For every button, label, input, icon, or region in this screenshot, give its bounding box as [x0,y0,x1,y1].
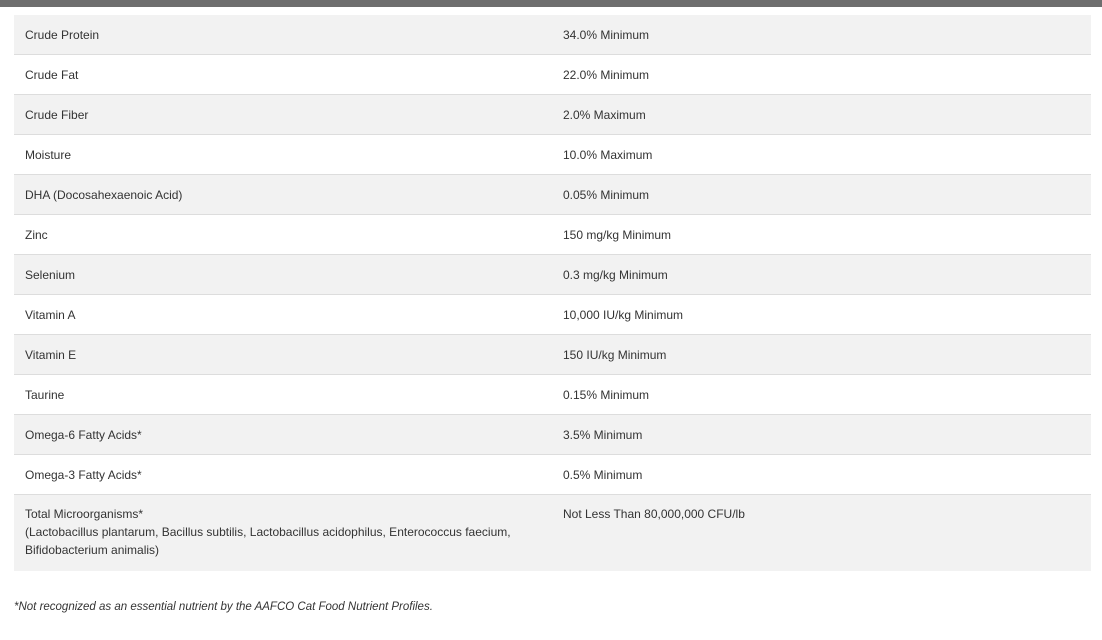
nutrient-name: Crude Fat [25,68,79,82]
table-row [14,295,1091,335]
nutrient-name-cell [14,495,553,571]
nutrient-name: Moisture [25,148,72,162]
nutrient-value: 0.5% Minimum [563,468,643,482]
nutrient-name-detail: (Lactobacillus plantarum, Bacillus subtilis, Lactobacillus acidophilus, Enterococcus faecium, [25,525,511,539]
nutrient-value: 0.05% Minimum [563,188,650,202]
table-row [14,375,1091,415]
nutrient-name: Total Microorganisms* [25,507,144,521]
nutrient-value: 150 mg/kg Minimum [563,228,672,242]
nutrient-value: 22.0% Minimum [563,68,650,82]
table-row [14,55,1091,95]
nutrient-value: 0.15% Minimum [563,388,650,402]
nutrient-name: DHA (Docosahexaenoic Acid) [25,188,183,202]
table-row [14,415,1091,455]
nutrient-value: 10.0% Maximum [563,148,653,162]
table-row [14,455,1091,495]
top-border-bar [0,0,1102,7]
nutrient-name: Zinc [25,228,48,242]
table-row [14,175,1091,215]
table-row [14,135,1091,175]
nutrient-value: Not Less Than 80,000,000 CFU/lb [563,507,745,521]
nutrient-value: 2.0% Maximum [563,108,646,122]
nutrient-value: 34.0% Minimum [563,28,650,42]
nutrient-name: Vitamin E [25,348,77,362]
nutrient-value: 3.5% Minimum [563,428,643,442]
table-row [14,495,1091,571]
nutrient-value: 150 IU/kg Minimum [563,348,667,362]
guaranteed-analysis-table [14,15,1091,571]
nutrient-value: 0.3 mg/kg Minimum [563,268,668,282]
table-row [14,255,1091,295]
nutrient-name-detail: Bifidobacterium animalis) [25,543,160,557]
nutrient-name: Taurine [25,388,65,402]
nutrient-name: Crude Fiber [25,108,89,122]
table-row [14,95,1091,135]
nutrient-name: Vitamin A [25,308,76,322]
nutrient-name: Omega-6 Fatty Acids* [25,428,142,442]
nutrient-name: Omega-3 Fatty Acids* [25,468,142,482]
nutrient-value: 10,000 IU/kg Minimum [563,308,684,322]
table-row [14,215,1091,255]
table-row [14,15,1091,55]
nutrient-name: Crude Protein [25,28,100,42]
nutrient-name: Selenium [25,268,76,282]
table-row [14,335,1091,375]
footnote: *Not recognized as an essential nutrient by the AAFCO Cat Food Nutrient Profiles. [14,601,433,613]
